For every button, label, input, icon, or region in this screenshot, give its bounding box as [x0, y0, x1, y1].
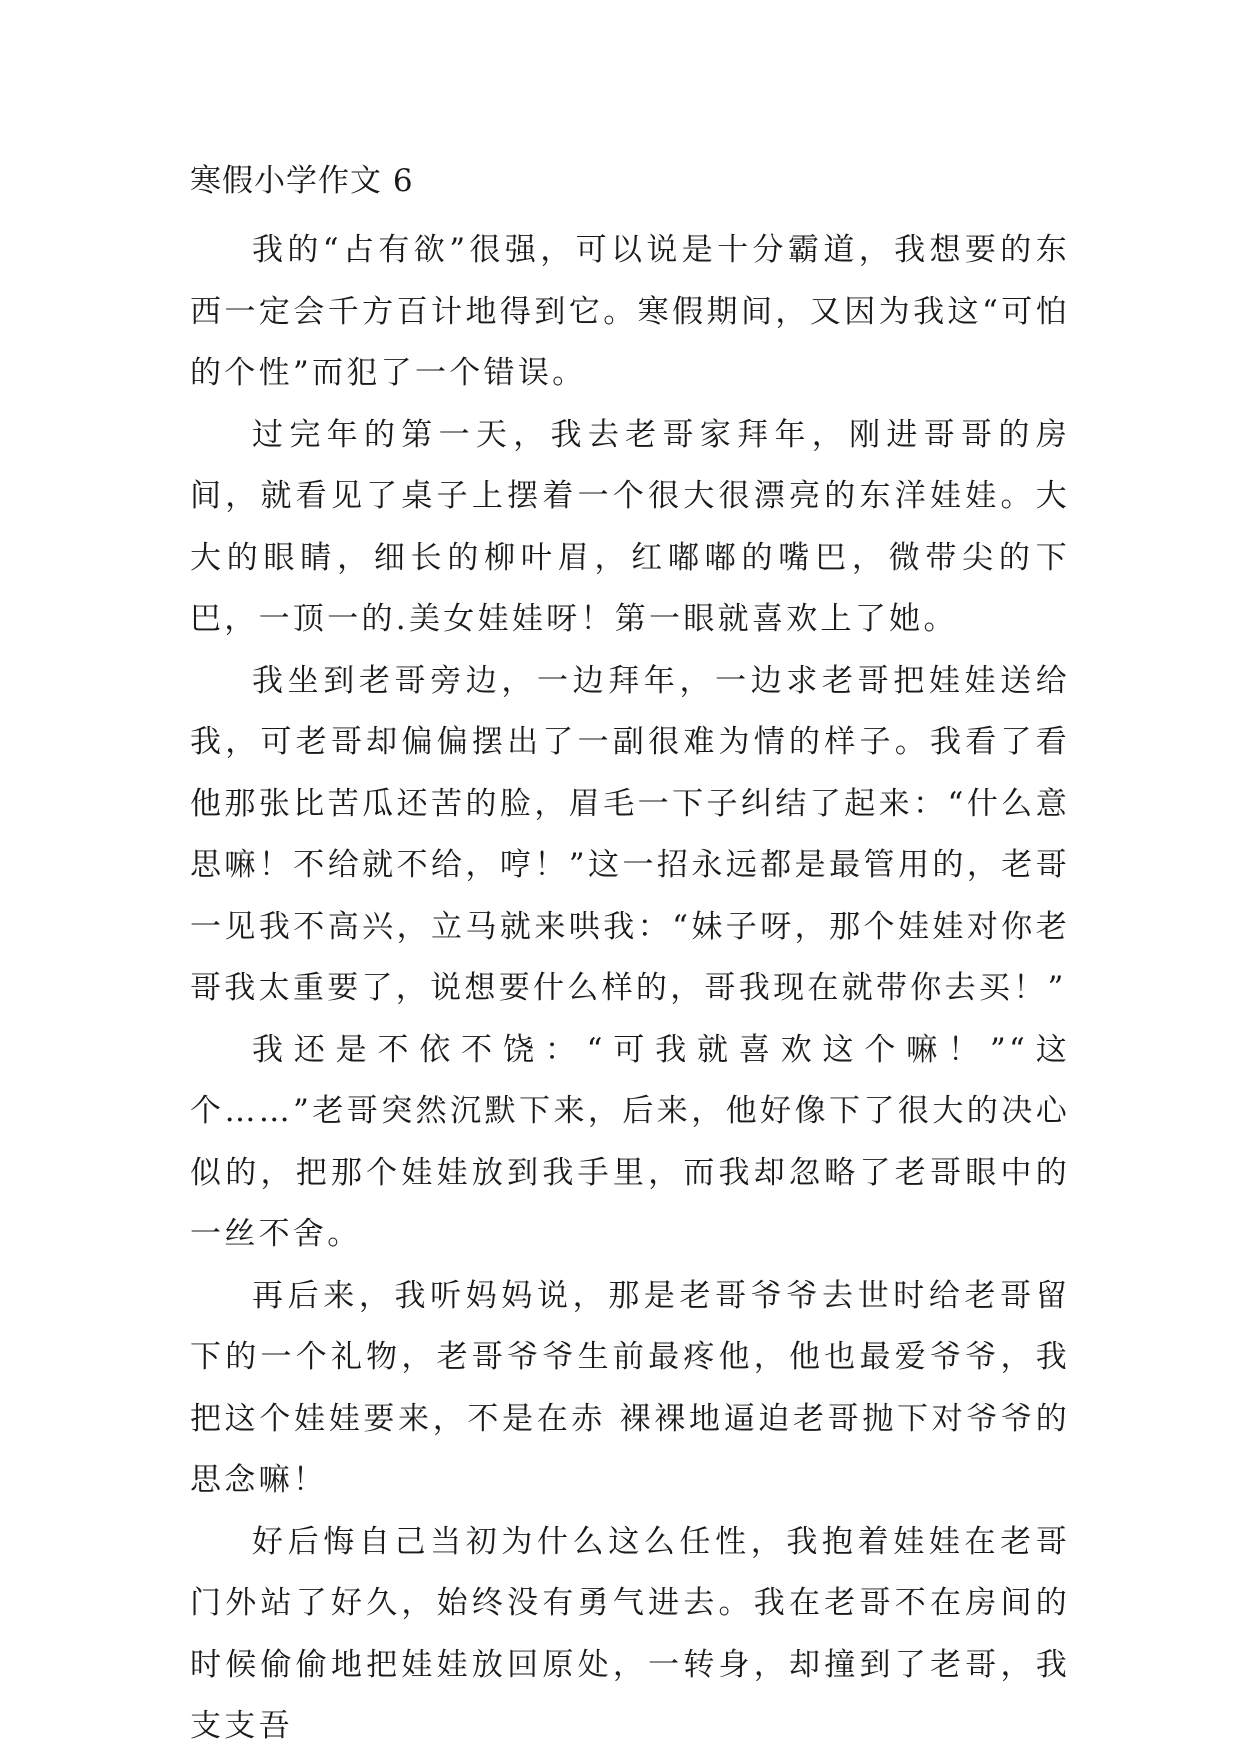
paragraph: 再后来，我听妈妈说，那是老哥爷爷去世时给老哥留下的一个礼物，老哥爷爷生前最疼他，他也最爱爷爷，我把这个娃娃要来，不是在赤 裸裸地逼迫老哥抛下对爷爷的思念嘛！ — [190, 1277, 1070, 1498]
document-title: 寒假小学作文 6 — [190, 163, 414, 199]
paragraph: 我还是不依不饶：“可我就喜欢这个嘛！”“这个……”老哥突然沉默下来，后来，他好像下了很大的决心似的，把那个娃娃放到我手里，而我却忽略了老哥眼中的一丝不舍。 — [190, 1031, 1070, 1252]
document-body — [190, 220, 1070, 1758]
paragraph: 我坐到老哥旁边，一边拜年，一边求老哥把娃娃送给我，可老哥却偏偏摆出了一副很难为情的样子。我看了看他那张比苦瓜还苦的脸，眉毛一下子纠结了起来：“什么意思嘛！不给就不给，哼！”这一招永远都是最管用的，老哥一见我不高兴，立马就来哄我：“妹子呀，那个娃娃对你老哥我太重要了，说想要什么样的，哥我现在就带你去买！” — [190, 662, 1070, 1006]
paragraph: 过完年的第一天，我去老哥家拜年，刚进哥哥的房间，就看见了桌子上摆着一个很大很漂亮的东洋娃娃。大大的眼睛，细长的柳叶眉，红嘟嘟的嘴巴，微带尖的下巴，一顶一的.美女娃娃呀！第一眼就喜欢上了她。 — [190, 416, 1070, 637]
paragraph: 我的“占有欲”很强，可以说是十分霸道，我想要的东西一定会千方百计地得到它。寒假期间，又因为我这“可怕的个性”而犯了一个错误。 — [190, 232, 1070, 391]
paragraph: 好后悔自己当初为什么这么任性，我抱着娃娃在老哥门外站了好久，始终没有勇气进去。我在老哥不在房间的时候偷偷地把娃娃放回原处，一转身，却撞到了老哥，我支支吾 — [190, 1523, 1070, 1744]
